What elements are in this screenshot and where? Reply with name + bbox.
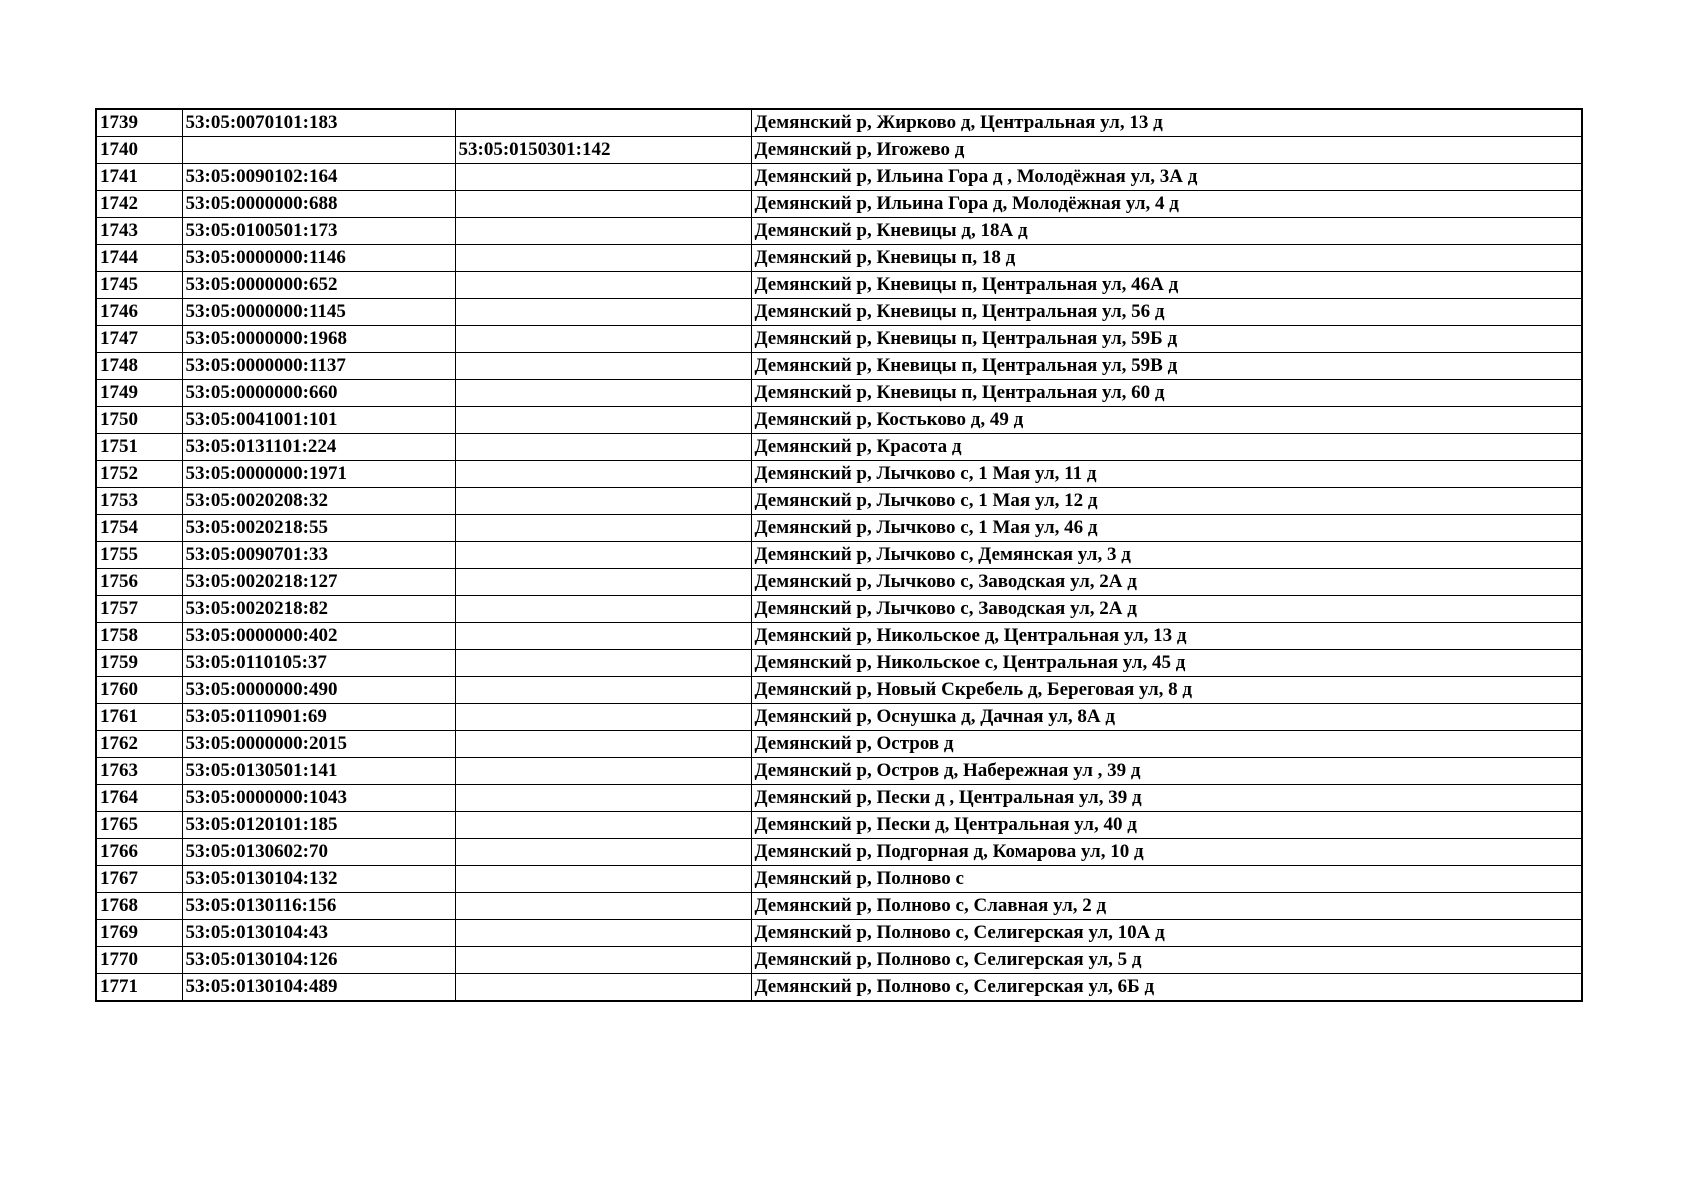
secondary-cadastral-number-cell xyxy=(455,785,751,812)
cadastral-number-cell: 53:05:0130104:43 xyxy=(182,920,455,947)
row-number-cell: 1770 xyxy=(96,947,182,974)
cadastral-number-cell: 53:05:0130104:489 xyxy=(182,974,455,1002)
cadastral-number-cell: 53:05:0020208:32 xyxy=(182,488,455,515)
row-number-cell: 1760 xyxy=(96,677,182,704)
table-row xyxy=(96,893,1582,920)
row-number-cell: 1763 xyxy=(96,758,182,785)
row-number-cell: 1755 xyxy=(96,542,182,569)
address-cell: Демянский р, Кневицы п, Центральная ул, 59Б д xyxy=(751,326,1582,353)
row-number-cell: 1751 xyxy=(96,434,182,461)
cadastral-number-cell: 53:05:0020218:55 xyxy=(182,515,455,542)
row-number-cell: 1758 xyxy=(96,623,182,650)
table-row xyxy=(96,380,1582,407)
secondary-cadastral-number-cell xyxy=(455,650,751,677)
address-cell: Демянский р, Кневицы п, Центральная ул, 59В д xyxy=(751,353,1582,380)
cadastral-number-cell: 53:05:0000000:1968 xyxy=(182,326,455,353)
address-cell: Демянский р, Костьково д, 49 д xyxy=(751,407,1582,434)
cadastral-number-cell: 53:05:0000000:660 xyxy=(182,380,455,407)
secondary-cadastral-number-cell xyxy=(455,515,751,542)
cadastral-number-cell: 53:05:0130602:70 xyxy=(182,839,455,866)
secondary-cadastral-number-cell xyxy=(455,164,751,191)
secondary-cadastral-number-cell xyxy=(455,920,751,947)
row-number-cell: 1767 xyxy=(96,866,182,893)
address-cell: Демянский р, Лычково с, Заводская ул, 2А д xyxy=(751,596,1582,623)
table-row xyxy=(96,461,1582,488)
address-cell: Демянский р, Полново с, Селигерская ул, 10А д xyxy=(751,920,1582,947)
cadastral-number-cell: 53:05:0000000:1145 xyxy=(182,299,455,326)
row-number-cell: 1742 xyxy=(96,191,182,218)
table-row xyxy=(96,569,1582,596)
table-row xyxy=(96,245,1582,272)
table-row xyxy=(96,407,1582,434)
secondary-cadastral-number-cell xyxy=(455,839,751,866)
row-number-cell: 1749 xyxy=(96,380,182,407)
row-number-cell: 1748 xyxy=(96,353,182,380)
row-number-cell: 1759 xyxy=(96,650,182,677)
row-number-cell: 1768 xyxy=(96,893,182,920)
cadastral-number-cell: 53:05:0130116:156 xyxy=(182,893,455,920)
secondary-cadastral-number-cell xyxy=(455,758,751,785)
table-row xyxy=(96,326,1582,353)
secondary-cadastral-number-cell xyxy=(455,245,751,272)
address-cell: Демянский р, Остров д xyxy=(751,731,1582,758)
address-cell: Демянский р, Ильина Гора д, Молодёжная ул, 4 д xyxy=(751,191,1582,218)
table-row xyxy=(96,353,1582,380)
cadastral-number-cell: 53:05:0000000:652 xyxy=(182,272,455,299)
cadastral-number-cell: 53:05:0110901:69 xyxy=(182,704,455,731)
cadastral-number-cell: 53:05:0130104:126 xyxy=(182,947,455,974)
row-number-cell: 1762 xyxy=(96,731,182,758)
secondary-cadastral-number-cell xyxy=(455,596,751,623)
row-number-cell: 1764 xyxy=(96,785,182,812)
table-row xyxy=(96,299,1582,326)
table-row xyxy=(96,109,1582,137)
secondary-cadastral-number-cell xyxy=(455,893,751,920)
secondary-cadastral-number-cell xyxy=(455,434,751,461)
address-cell: Демянский р, Лычково с, Заводская ул, 2А д xyxy=(751,569,1582,596)
row-number-cell: 1753 xyxy=(96,488,182,515)
table-row xyxy=(96,947,1582,974)
row-number-cell: 1747 xyxy=(96,326,182,353)
secondary-cadastral-number-cell xyxy=(455,974,751,1002)
secondary-cadastral-number-cell xyxy=(455,218,751,245)
address-cell: Демянский р, Кневицы д, 18А д xyxy=(751,218,1582,245)
table-row xyxy=(96,218,1582,245)
secondary-cadastral-number-cell xyxy=(455,731,751,758)
row-number-cell: 1746 xyxy=(96,299,182,326)
address-cell: Демянский р, Полново с xyxy=(751,866,1582,893)
cadastral-number-cell xyxy=(182,137,455,164)
table-row xyxy=(96,920,1582,947)
table-row xyxy=(96,515,1582,542)
address-cell: Демянский р, Новый Скребель д, Береговая ул, 8 д xyxy=(751,677,1582,704)
secondary-cadastral-number-cell xyxy=(455,488,751,515)
table-row xyxy=(96,542,1582,569)
address-cell: Демянский р, Лычково с, Демянская ул, 3 д xyxy=(751,542,1582,569)
table-row xyxy=(96,866,1582,893)
cadastral-number-cell: 53:05:0110105:37 xyxy=(182,650,455,677)
secondary-cadastral-number-cell xyxy=(455,623,751,650)
address-cell: Демянский р, Игожево д xyxy=(751,137,1582,164)
cadastral-number-cell: 53:05:0000000:1137 xyxy=(182,353,455,380)
cadastral-number-cell: 53:05:0000000:2015 xyxy=(182,731,455,758)
row-number-cell: 1741 xyxy=(96,164,182,191)
cadastral-number-cell: 53:05:0000000:1971 xyxy=(182,461,455,488)
row-number-cell: 1756 xyxy=(96,569,182,596)
address-cell: Демянский р, Жирково д, Центральная ул, 13 д xyxy=(751,109,1582,137)
row-number-cell: 1739 xyxy=(96,109,182,137)
address-cell: Демянский р, Кневицы п, Центральная ул, 60 д xyxy=(751,380,1582,407)
address-cell: Демянский р, Оснушка д, Дачная ул, 8А д xyxy=(751,704,1582,731)
secondary-cadastral-number-cell xyxy=(455,353,751,380)
secondary-cadastral-number-cell xyxy=(455,542,751,569)
row-number-cell: 1761 xyxy=(96,704,182,731)
table-row xyxy=(96,650,1582,677)
address-cell: Демянский р, Кневицы п, Центральная ул, 56 д xyxy=(751,299,1582,326)
secondary-cadastral-number-cell xyxy=(455,866,751,893)
address-cell: Демянский р, Кневицы п, 18 д xyxy=(751,245,1582,272)
table-row xyxy=(96,785,1582,812)
address-cell: Демянский р, Лычково с, 1 Мая ул, 11 д xyxy=(751,461,1582,488)
row-number-cell: 1752 xyxy=(96,461,182,488)
table-row xyxy=(96,272,1582,299)
table-row xyxy=(96,164,1582,191)
cadastral-number-cell: 53:05:0000000:688 xyxy=(182,191,455,218)
address-cell: Демянский р, Никольское д, Центральная ул, 13 д xyxy=(751,623,1582,650)
address-cell: Демянский р, Остров д, Набережная ул , 39 д xyxy=(751,758,1582,785)
row-number-cell: 1745 xyxy=(96,272,182,299)
table-row xyxy=(96,677,1582,704)
address-cell: Демянский р, Пески д , Центральная ул, 39 д xyxy=(751,785,1582,812)
address-cell: Демянский р, Никольское с, Центральная ул, 45 д xyxy=(751,650,1582,677)
row-number-cell: 1740 xyxy=(96,137,182,164)
secondary-cadastral-number-cell xyxy=(455,326,751,353)
row-number-cell: 1766 xyxy=(96,839,182,866)
address-cell: Демянский р, Подгорная д, Комарова ул, 10 д xyxy=(751,839,1582,866)
address-cell: Демянский р, Полново с, Селигерская ул, 5 д xyxy=(751,947,1582,974)
secondary-cadastral-number-cell xyxy=(455,191,751,218)
cadastral-number-cell: 53:05:0020218:82 xyxy=(182,596,455,623)
table-row xyxy=(96,812,1582,839)
secondary-cadastral-number-cell xyxy=(455,299,751,326)
address-cell: Демянский р, Пески д, Центральная ул, 40 д xyxy=(751,812,1582,839)
address-cell: Демянский р, Лычково с, 1 Мая ул, 12 д xyxy=(751,488,1582,515)
address-cell: Демянский р, Полново с, Селигерская ул, 6Б д xyxy=(751,974,1582,1002)
cadastral-number-cell: 53:05:0120101:185 xyxy=(182,812,455,839)
cadastral-number-cell: 53:05:0090102:164 xyxy=(182,164,455,191)
secondary-cadastral-number-cell: 53:05:0150301:142 xyxy=(455,137,751,164)
table-row xyxy=(96,758,1582,785)
address-cell: Демянский р, Полново с, Славная ул, 2 д xyxy=(751,893,1582,920)
cadastral-number-cell: 53:05:0130501:141 xyxy=(182,758,455,785)
address-cell: Демянский р, Лычково с, 1 Мая ул, 46 д xyxy=(751,515,1582,542)
secondary-cadastral-number-cell xyxy=(455,812,751,839)
table-row xyxy=(96,488,1582,515)
address-cell: Демянский р, Красота д xyxy=(751,434,1582,461)
cadastral-number-cell: 53:05:0000000:1043 xyxy=(182,785,455,812)
cadastral-number-cell: 53:05:0000000:490 xyxy=(182,677,455,704)
table-row xyxy=(96,704,1582,731)
registry-table-body xyxy=(96,109,1582,1001)
row-number-cell: 1769 xyxy=(96,920,182,947)
address-cell: Демянский р, Ильина Гора д , Молодёжная ул, 3А д xyxy=(751,164,1582,191)
cadastral-number-cell: 53:05:0131101:224 xyxy=(182,434,455,461)
secondary-cadastral-number-cell xyxy=(455,947,751,974)
row-number-cell: 1771 xyxy=(96,974,182,1002)
secondary-cadastral-number-cell xyxy=(455,407,751,434)
table-row xyxy=(96,731,1582,758)
cadastral-number-cell: 53:05:0130104:132 xyxy=(182,866,455,893)
secondary-cadastral-number-cell xyxy=(455,569,751,596)
secondary-cadastral-number-cell xyxy=(455,677,751,704)
cadastral-number-cell: 53:05:0070101:183 xyxy=(182,109,455,137)
cadastral-number-cell: 53:05:0100501:173 xyxy=(182,218,455,245)
row-number-cell: 1743 xyxy=(96,218,182,245)
registry-table xyxy=(95,108,1583,1002)
secondary-cadastral-number-cell xyxy=(455,461,751,488)
secondary-cadastral-number-cell xyxy=(455,109,751,137)
table-row xyxy=(96,434,1582,461)
cadastral-number-cell: 53:05:0020218:127 xyxy=(182,569,455,596)
cadastral-number-cell: 53:05:0041001:101 xyxy=(182,407,455,434)
row-number-cell: 1754 xyxy=(96,515,182,542)
row-number-cell: 1757 xyxy=(96,596,182,623)
cadastral-number-cell: 53:05:0000000:1146 xyxy=(182,245,455,272)
row-number-cell: 1765 xyxy=(96,812,182,839)
table-row xyxy=(96,191,1582,218)
table-row xyxy=(96,623,1582,650)
secondary-cadastral-number-cell xyxy=(455,380,751,407)
secondary-cadastral-number-cell xyxy=(455,272,751,299)
table-row xyxy=(96,596,1582,623)
row-number-cell: 1750 xyxy=(96,407,182,434)
table-row xyxy=(96,974,1582,1002)
table-row xyxy=(96,839,1582,866)
cadastral-number-cell: 53:05:0000000:402 xyxy=(182,623,455,650)
row-number-cell: 1744 xyxy=(96,245,182,272)
table-row xyxy=(96,137,1582,164)
address-cell: Демянский р, Кневицы п, Центральная ул, 46А д xyxy=(751,272,1582,299)
secondary-cadastral-number-cell xyxy=(455,704,751,731)
cadastral-number-cell: 53:05:0090701:33 xyxy=(182,542,455,569)
